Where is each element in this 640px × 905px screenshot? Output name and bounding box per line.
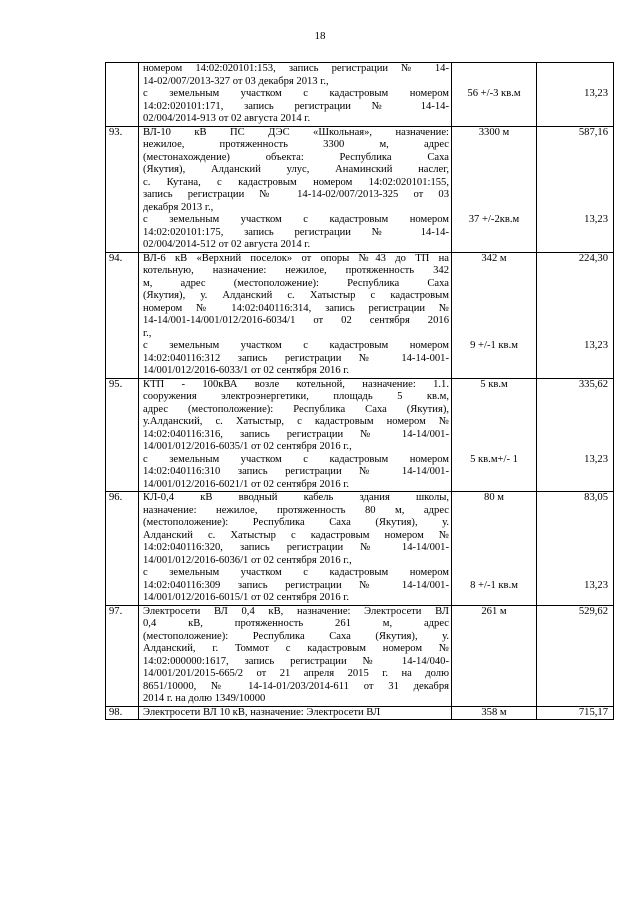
description-line: номером 14:02:020101:153, запись регистрации № 14- — [143, 63, 449, 74]
object-description — [139, 63, 452, 127]
object-size: 5 кв.м — [480, 378, 508, 390]
row-number: 94. — [106, 252, 139, 378]
description-line: 14:02:020101:175, запись регистрации № 14-14- — [143, 226, 449, 238]
object-description — [139, 126, 452, 252]
object-size: 261 м — [481, 605, 507, 617]
object-description — [139, 252, 452, 378]
row-number: 95. — [106, 378, 139, 492]
table-row — [106, 706, 614, 720]
value-cell — [537, 706, 614, 720]
description-line: (Якутия), у. Алданский с. Хатыстыр с кадастровым — [143, 290, 449, 301]
land-plot-value: 13,23 — [584, 88, 608, 99]
description-line: (местонахождение) объекта: Республика Саха — [143, 151, 449, 163]
description-line: 2014 г. на долю 1349/10000 — [143, 693, 266, 704]
size-cell — [452, 63, 537, 127]
property-register-table — [105, 62, 614, 720]
table-row — [106, 126, 614, 252]
description-line: 14/001/012/2016-6015/1 от 02 сентября 2016 г. — [143, 592, 350, 603]
row-number — [106, 63, 139, 127]
object-size: 80 м — [484, 492, 504, 503]
row-number: 96. — [106, 492, 139, 606]
land-plot-area: 56 +/-3 кв.м — [467, 88, 521, 99]
description-line: Электросети ВЛ 0,4 кВ, назначение: Электросети ВЛ — [143, 605, 449, 617]
size-cell — [452, 378, 537, 492]
land-plot-value: 13,23 — [584, 453, 608, 465]
description-line: номером № 14:02:040116:314, запись регистрации № — [143, 302, 449, 314]
description-line: Алданский, г. Томмот с кадастровым номером № — [143, 643, 449, 654]
object-value: 83,05 — [584, 492, 608, 503]
size-cell — [452, 126, 537, 252]
row-number: 98. — [106, 706, 139, 720]
table-row — [106, 252, 614, 378]
object-size: 3300 м — [478, 126, 510, 138]
description-line: с земельным участком с кадастровым номером — [143, 567, 449, 578]
register-table-body — [106, 63, 614, 720]
description-line: 14:02:020101:171, запись регистрации № 14-14- — [143, 100, 449, 112]
description-line: с земельным участком с кадастровым номером — [143, 214, 449, 225]
description-line: 14:02:000000:1617, запись регистрации № 14-14/040- — [143, 655, 449, 667]
land-plot-area: 37 +/-2кв.м — [468, 214, 520, 225]
land-plot-area: 5 кв.м+/- 1 — [470, 453, 518, 465]
description-line: 14-14/001-14/001/012/2016-6034/1 от 02 сентября 2016 — [143, 315, 449, 326]
table-row — [106, 605, 614, 706]
description-line: 14:02:040116:320, запись регистрации № 14-14/001- — [143, 542, 449, 553]
value-cell — [537, 605, 614, 706]
value-cell — [537, 492, 614, 606]
description-line: 14/001/012/2016-6035/1 от 02 сентября 2016 г., — [143, 441, 352, 452]
table-row — [106, 492, 614, 606]
description-line: Электросети ВЛ 10 кВ, назначение: Электросети ВЛ — [143, 706, 381, 718]
description-line: с. Кутана, с кадастровым номером 14:02:020101:155, — [143, 176, 449, 188]
description-line: м, адрес (местоположение): Республика Саха — [143, 277, 449, 289]
description-line: КТП - 100кВА возле котельной, назначение: 1.1. — [143, 378, 449, 390]
description-line: адрес (местоположение): Республика Саха (Якутия), — [143, 403, 449, 415]
description-line: с земельным участком с кадастровым номером — [143, 340, 449, 351]
object-description — [139, 492, 452, 606]
land-plot-area: 8 +/-1 кв.м — [470, 579, 518, 591]
value-cell — [537, 252, 614, 378]
description-line: с земельным участком с кадастровым номером — [143, 453, 449, 465]
land-plot-value: 13,23 — [584, 340, 608, 351]
land-plot-value: 13,23 — [584, 579, 608, 591]
size-cell — [452, 252, 537, 378]
description-line: 14:02:040116:309 запись регистрации № 14-14/001- — [143, 579, 449, 591]
row-number: 97. — [106, 605, 139, 706]
description-line: назначение: нежилое, протяженность 80 м, адрес — [143, 504, 449, 516]
description-line: ВЛ-10 кВ ПС ДЭС «Школьная», назначение: — [143, 126, 449, 138]
description-line: 02/004/2014-512 от 02 августа 2014 г. — [143, 239, 311, 250]
description-line: с земельным участком с кадастровым номером — [143, 88, 449, 99]
description-line: (местоположение): Республика Саха (Якутия), у. — [143, 630, 449, 642]
description-line: г., — [143, 327, 152, 339]
description-line: ВЛ-6 кВ «Верхний поселок» от опоры №43 до ТП на — [143, 252, 449, 264]
object-value — [537, 63, 613, 76]
value-cell — [537, 63, 614, 127]
size-cell — [452, 492, 537, 606]
object-size: 342 м — [481, 252, 507, 264]
page-number: 18 — [314, 30, 326, 42]
value-cell — [537, 126, 614, 252]
object-value: 715,17 — [578, 706, 608, 718]
table-row — [106, 63, 614, 127]
description-line: 14/001/012/2016-6036/1 от 02 сентября 2016 г., — [143, 554, 352, 566]
description-line: 14:02:040116:310 запись регистрации № 14-14/001- — [143, 466, 449, 477]
object-size — [452, 63, 536, 76]
object-value: 529,62 — [578, 605, 608, 617]
description-line: (Якутия), Алданский улус, Анаминский наслег, — [143, 164, 449, 175]
land-plot-value: 13,23 — [584, 214, 608, 225]
description-line: 8651/10000, № 14-14-01/203/2014-611 от 31 декабря — [143, 680, 449, 692]
object-description — [139, 378, 452, 492]
description-line: сооружения электроэнергетики, площадь 5 кв.м, — [143, 391, 449, 402]
size-cell — [452, 605, 537, 706]
description-line: 14:02:040116:316, запись регистрации № 14-14/001- — [143, 428, 449, 440]
description-line: у.Алданский, с. Хатыстыр, с кадастровым номером № — [143, 416, 449, 427]
description-line: 14:02:040116:312 запись регистрации № 14-14-001- — [143, 352, 449, 364]
description-line: 0,4 кВ, протяженность 261 м, адрес — [143, 618, 449, 629]
value-cell — [537, 378, 614, 492]
description-line: Алданский с. Хатыстыр с кадастровым номером № — [143, 529, 449, 541]
object-value: 224,30 — [578, 252, 608, 264]
description-line: КЛ-0,4 кВ вводный кабель здания школы, — [143, 492, 449, 503]
object-description — [139, 706, 452, 720]
land-plot-area: 9 +/-1 кв.м — [470, 340, 518, 351]
row-number: 93. — [106, 126, 139, 252]
object-value: 587,16 — [578, 126, 608, 138]
size-cell — [452, 706, 537, 720]
description-line: нежилое, протяженность 3300 м, адрес — [143, 139, 449, 150]
description-line: 14/001/012/2016-6021/1 от 02 сентября 2016 г. — [143, 478, 350, 490]
object-value: 335,62 — [578, 378, 608, 390]
description-line: 14/001/201/2015-665/2 от 21 апреля 2015 г. на долю — [143, 668, 449, 679]
description-line: 14-02/007/2013-327 от 03 декабря 2013 г., — [143, 75, 329, 87]
description-line: 14/001/012/2016-6033/1 от 02 сентября 2016 г. — [143, 365, 350, 376]
description-line: запись регистрации № 14-14-02/007/2013-325 от 03 — [143, 189, 449, 200]
description-line: (местоположение): Республика Саха (Якутия), у. — [143, 517, 449, 528]
description-line: декабря 2013 г., — [143, 201, 214, 213]
description-line: котельную, назначение: нежилое, протяженность 342 — [143, 265, 449, 276]
table-row — [106, 378, 614, 492]
description-line: 02/004/2014-913 от 02 августа 2014 г. — [143, 113, 311, 124]
object-size: 358 м — [481, 706, 507, 718]
object-description — [139, 605, 452, 706]
